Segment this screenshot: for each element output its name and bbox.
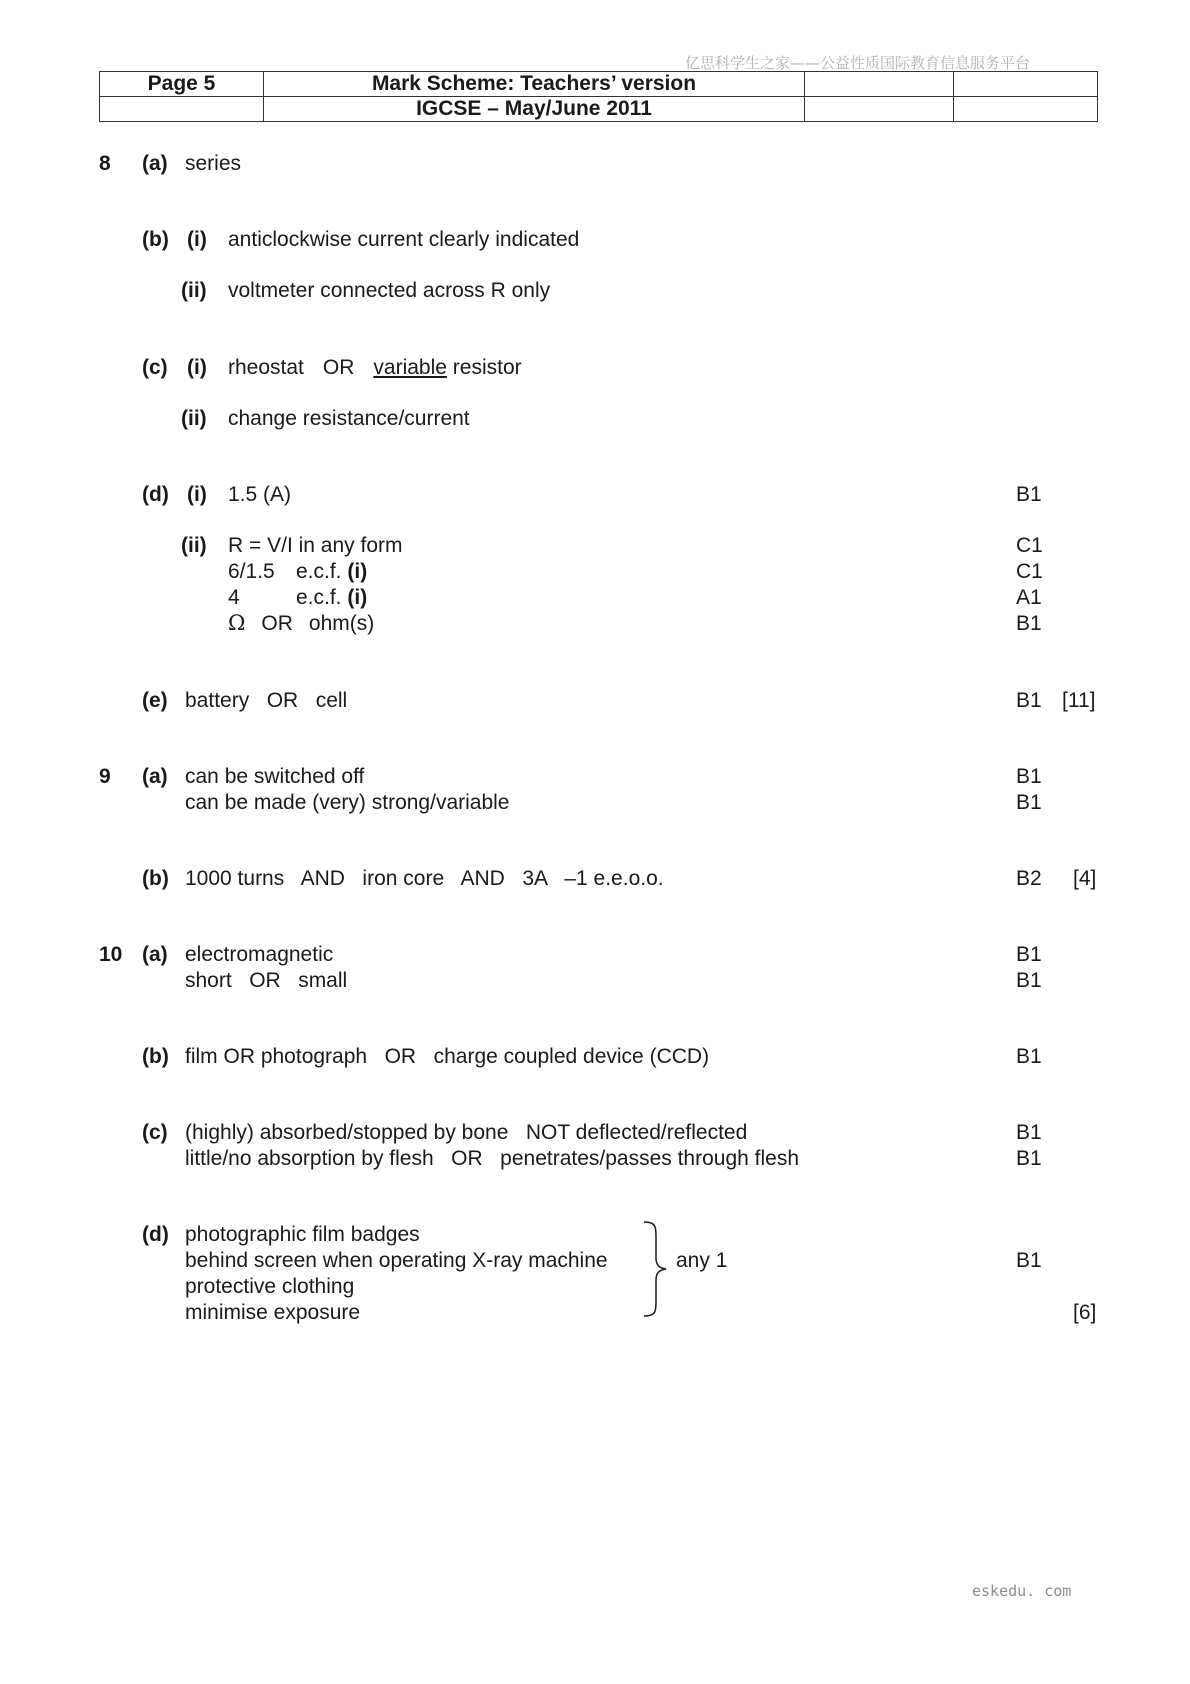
part-label: (c) bbox=[142, 356, 168, 379]
answer-text: anticlockwise current clearly indicated bbox=[228, 228, 580, 251]
ohm-symbol: Ω bbox=[228, 611, 246, 635]
list-item: behind screen when operating X-ray machine bbox=[185, 1249, 608, 1272]
mark: B1 bbox=[1016, 1249, 1042, 1272]
mark: C1 bbox=[1016, 534, 1043, 557]
answer-text: can be made (very) strong/variable bbox=[185, 791, 510, 814]
answer-text: electromagnetic bbox=[185, 943, 334, 966]
mark: B1 bbox=[1016, 969, 1042, 992]
list-item: photographic film badges bbox=[185, 1223, 420, 1246]
header-table bbox=[99, 71, 1098, 122]
mark: B1 bbox=[1016, 943, 1042, 966]
mark: A1 bbox=[1016, 586, 1042, 609]
subpart-label: (i) bbox=[187, 228, 207, 251]
answer-text: 4 bbox=[228, 586, 240, 609]
answer-text: 1.5 (A) bbox=[228, 483, 292, 506]
answer-text: film OR photograph OR charge coupled device (CCD) bbox=[185, 1045, 710, 1068]
answer-text: battery OR cell bbox=[185, 689, 348, 712]
header-empty-cell bbox=[100, 97, 264, 122]
part-label: (e) bbox=[142, 689, 168, 712]
header-exam: IGCSE – May/June 2011 bbox=[264, 97, 805, 122]
question-number: 8 bbox=[99, 152, 111, 175]
mark: B1 bbox=[1016, 791, 1042, 814]
watermark: 亿思科学生之家——公益性质国际教育信息服务平台 bbox=[685, 54, 1031, 72]
part-label: (b) bbox=[142, 867, 169, 890]
page-number: Page 5 bbox=[100, 72, 264, 97]
or-connector: OR bbox=[261, 612, 293, 635]
answer-fragment: rheostat bbox=[228, 356, 304, 379]
question-total: [4] bbox=[1073, 867, 1097, 890]
answer-text: change resistance/current bbox=[228, 407, 470, 430]
header-empty-cell bbox=[805, 97, 954, 122]
header-title: Mark Scheme: Teachers’ version bbox=[264, 72, 805, 97]
part-label: (a) bbox=[142, 943, 168, 966]
answer-text: 6/1.5 bbox=[228, 560, 275, 583]
footer-watermark: eskedu. com bbox=[972, 1582, 1072, 1600]
part-label: (a) bbox=[142, 765, 168, 788]
subpart-label: (i) bbox=[187, 356, 207, 379]
mark: B1 bbox=[1016, 612, 1042, 635]
curly-brace bbox=[640, 1220, 670, 1318]
ecf-note: e.c.f. bbox=[296, 560, 342, 583]
header-empty-cell bbox=[805, 72, 954, 97]
question-number: 9 bbox=[99, 765, 111, 788]
mark: B1 bbox=[1016, 1147, 1042, 1170]
part-label: (a) bbox=[142, 152, 168, 175]
part-label: (b) bbox=[142, 1045, 169, 1068]
question-number: 10 bbox=[99, 943, 123, 966]
subpart-label: (i) bbox=[187, 483, 207, 506]
answer-text bbox=[296, 587, 367, 608]
mark: B1 bbox=[1016, 483, 1042, 506]
header-empty-cell bbox=[954, 72, 1098, 97]
list-item: minimise exposure bbox=[185, 1301, 361, 1324]
brace-note: any 1 bbox=[676, 1249, 728, 1272]
answer-text: R = V/I in any form bbox=[228, 534, 403, 557]
answer-text bbox=[296, 561, 367, 582]
answer-text: short OR small bbox=[185, 969, 348, 992]
answer-text: voltmeter connected across R only bbox=[228, 279, 551, 302]
ecf-reference: (i) bbox=[347, 560, 368, 583]
header-empty-cell bbox=[954, 97, 1098, 122]
underlined-keyword: variable bbox=[373, 356, 447, 379]
subpart-label: (ii) bbox=[181, 534, 207, 557]
or-connector: OR bbox=[322, 356, 355, 379]
ecf-reference: (i) bbox=[347, 586, 368, 609]
answer-fragment: resistor bbox=[452, 356, 522, 379]
question-total: [6] bbox=[1073, 1301, 1097, 1324]
answer-text bbox=[228, 613, 374, 634]
part-label: (d) bbox=[142, 483, 169, 506]
answer-fragment: ohm(s) bbox=[308, 612, 375, 635]
mark: B1 bbox=[1016, 1121, 1042, 1144]
part-label: (c) bbox=[142, 1121, 168, 1144]
part-label: (d) bbox=[142, 1223, 169, 1246]
mark: B1 bbox=[1016, 689, 1042, 712]
subpart-label: (ii) bbox=[181, 279, 207, 302]
mark: B1 bbox=[1016, 765, 1042, 788]
answer-text: little/no absorption by flesh OR penetrates/passes through flesh bbox=[185, 1147, 800, 1170]
ecf-note: e.c.f. bbox=[296, 586, 342, 609]
subpart-label: (ii) bbox=[181, 407, 207, 430]
list-item: protective clothing bbox=[185, 1275, 355, 1298]
mark: C1 bbox=[1016, 560, 1043, 583]
answer-text: can be switched off bbox=[185, 765, 365, 788]
answer-text: (highly) absorbed/stopped by bone NOT deflected/reflected bbox=[185, 1121, 748, 1144]
answer-text: 1000 turns AND iron core AND 3A –1 e.e.o.o. bbox=[185, 867, 664, 890]
mark: B1 bbox=[1016, 1045, 1042, 1068]
question-total: [11] bbox=[1062, 689, 1096, 712]
answer-text: series bbox=[185, 152, 242, 175]
mark: B2 bbox=[1016, 867, 1042, 890]
answer-text bbox=[228, 357, 522, 378]
part-label: (b) bbox=[142, 228, 169, 251]
